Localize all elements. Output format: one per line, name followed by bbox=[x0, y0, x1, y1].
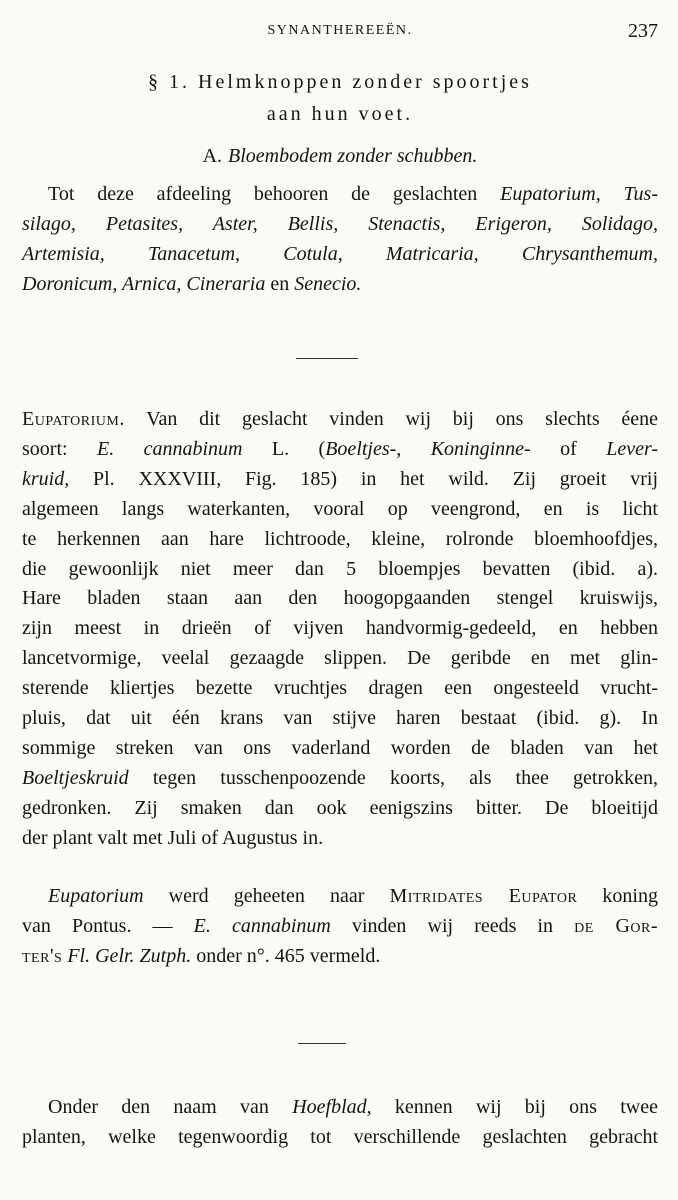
text-line: algemeen langs waterkanten, vooral op veengrond, en is licht bbox=[22, 497, 658, 520]
section-heading-line2: aan hun voet. bbox=[266, 103, 414, 125]
text-line: die gewoonlijk niet meer dan 5 bloempjes bevatten (ibid. a). bbox=[22, 557, 658, 580]
page-number: 237 bbox=[628, 20, 658, 42]
subheading bbox=[22, 142, 658, 170]
text-line: planten, welke tegenwoordig tot verschillende geslachten gebracht bbox=[22, 1125, 658, 1148]
section-divider bbox=[296, 358, 358, 359]
text-line: Artemisia, Tanacetum, Cotula, Matricaria, Chrysanthemum, bbox=[22, 242, 658, 265]
running-title: SYNANTHEREEËN. bbox=[267, 23, 413, 38]
subheading-label: A. bbox=[202, 145, 223, 167]
section-heading-line1: § 1. Helmknoppen zonder spoortjes bbox=[148, 71, 532, 93]
genus-name: Eupatorium. bbox=[22, 408, 125, 430]
text-line: Boeltjeskruid tegen tusschenpoozende koorts, als thee getrokken, bbox=[22, 766, 658, 789]
running-head bbox=[22, 20, 658, 44]
text-line: gedronken. Zij smaken dan ook eenigszins bitter. De bloeitijd bbox=[22, 796, 658, 819]
paragraph-eupatorium bbox=[22, 405, 658, 854]
text-line: pluis, dat uit één krans van stijve haren bestaat (ibid. g). In bbox=[22, 707, 658, 730]
text-line: silago, Petasites, Aster, Bellis, Stenactis, Erigeron, Solidago, bbox=[22, 212, 658, 235]
text-line: van Pontus. — E. cannabinum vinden wij reeds in de Gor- bbox=[22, 914, 658, 937]
paragraph-genera-list bbox=[22, 180, 658, 300]
section-divider bbox=[298, 1043, 346, 1044]
text-line: Eupatorium. Van dit geslacht vinden wij bij ons slechts éene bbox=[22, 408, 658, 430]
text-line: sommige streken van ons vaderland worden de bladen van het bbox=[22, 736, 658, 759]
text-line: kruid, Pl. XXXVIII, Fig. 185) in het wild. Zij groeit vrij bbox=[22, 467, 658, 490]
text-line: Onder den naam van Hoefblad, kennen wij bij ons twee bbox=[48, 1096, 659, 1118]
text-line: Tot deze afdeeling behooren de geslachten Eupatorium, Tus- bbox=[48, 183, 658, 205]
text-line: zijn meest in drieën of vijven handvormig-gedeeld, en hebben bbox=[22, 617, 658, 640]
paragraph-hoefblad bbox=[22, 1093, 658, 1153]
subheading-title: Bloembodem zonder schubben. bbox=[228, 145, 478, 167]
text-line: der plant valt met Juli of Augustus in. bbox=[22, 826, 324, 849]
text-line: soort: E. cannabinum L. (Boeltjes-, Koninginne- of Lever- bbox=[22, 437, 659, 460]
text-line: ter's Fl. Gelr. Zutph. onder n°. 465 vermeld. bbox=[22, 944, 381, 967]
text-line: lancetvormige, veelal gezaagde slippen. De geribde en met glin- bbox=[22, 647, 658, 670]
text-line: Doronicum, Arnica, Cineraria en Senecio. bbox=[22, 272, 362, 295]
text-line: sterende kliertjes bezette vruchtjes dragen een ongesteeld vrucht- bbox=[22, 677, 658, 700]
text-line: te herkennen aan hare lichtroode, kleine, rolronde bloemhoofdjes, bbox=[22, 527, 658, 550]
paragraph-etymology bbox=[22, 882, 658, 972]
text-line: Eupatorium werd geheeten naar Mitridates Eupator koning bbox=[48, 885, 658, 907]
text-line: Hare bladen staan aan den hoogopgaanden stengel kruiswijs, bbox=[22, 587, 658, 610]
